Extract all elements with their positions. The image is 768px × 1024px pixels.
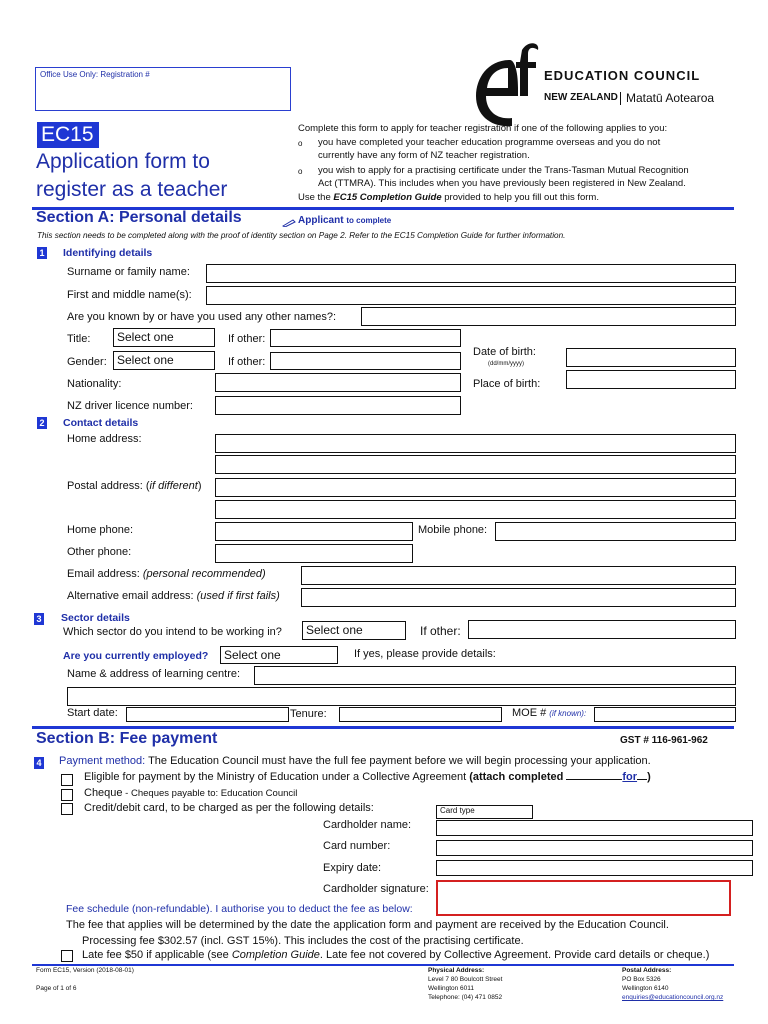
dob-format: (dd/mm/yyyy) xyxy=(488,361,524,367)
gender-other-label: If other: xyxy=(228,356,266,368)
expiry-label: Expiry date: xyxy=(323,862,382,874)
intro-bullet-2b: Act (TTMRA). This includes when you have previously been registered in New Zealand. xyxy=(318,178,686,189)
signature-label: Cardholder signature: xyxy=(323,883,429,895)
home-address-line1[interactable] xyxy=(215,434,736,453)
moe-field[interactable] xyxy=(594,707,736,722)
dob-field[interactable] xyxy=(566,348,736,367)
tenure-label: Tenure: xyxy=(290,708,327,720)
start-date-label: Start date: xyxy=(67,707,118,719)
footer-postal-2: Wellington 6140 xyxy=(622,985,669,992)
email-label: Email address: (personal recommended) xyxy=(67,568,266,580)
identifying-heading: Identifying details xyxy=(63,247,153,259)
guide-name: EC15 Completion Guide xyxy=(333,192,442,203)
form-link[interactable]: for xyxy=(622,771,638,783)
email-field[interactable] xyxy=(301,566,736,585)
alt-email-label: Alternative email address: (used if first fails) xyxy=(67,590,280,602)
home-phone-label: Home phone: xyxy=(67,524,134,536)
step-2-badge: 2 xyxy=(37,417,47,429)
logo-name: EDUCATION COUNCIL xyxy=(544,68,701,83)
title-other-label: If other: xyxy=(228,333,266,345)
gst-number: GST # 116-961-962 xyxy=(620,735,708,746)
form-code-badge xyxy=(37,122,99,148)
home-address-label: Home address: xyxy=(67,433,142,445)
cheque-checkbox[interactable] xyxy=(61,789,73,801)
title-select[interactable]: Select one xyxy=(113,328,215,347)
sector-other-field[interactable] xyxy=(468,620,736,639)
first-name-label: First and middle name(s): xyxy=(67,289,192,301)
late-fee-label: Late fee $50 if applicable (see Completion Guide. Late fee not covered by Collective Agreement. Provide card details or cheque.) xyxy=(82,949,710,961)
learning-centre-line2[interactable] xyxy=(67,687,736,706)
moe-label: MOE # (if known): xyxy=(512,707,587,719)
employed-select[interactable]: Select one xyxy=(220,646,338,664)
sector-select[interactable]: Select one xyxy=(302,621,406,640)
office-use-label: Office Use Only: Registration # xyxy=(40,70,150,79)
fee-schedule: Fee schedule (non-refundable). I authorise you to deduct the fee as below: xyxy=(66,903,413,915)
licence-field[interactable] xyxy=(215,396,461,415)
late-fee-checkbox[interactable] xyxy=(61,950,73,962)
page-title-line2: register as a teacher xyxy=(36,178,228,201)
pob-label: Place of birth: xyxy=(473,378,541,390)
footer-postal-label: Postal Address: xyxy=(622,967,672,974)
office-use-box xyxy=(35,67,291,111)
gender-label: Gender: xyxy=(67,356,107,368)
sector-heading: Sector details xyxy=(61,612,130,624)
cardholder-name-label: Cardholder name: xyxy=(323,819,412,831)
surname-label: Surname or family name: xyxy=(67,266,190,278)
expiry-field[interactable] xyxy=(436,860,753,876)
nationality-field[interactable] xyxy=(215,373,461,392)
gender-select[interactable]: Select one xyxy=(113,351,215,370)
card-number-label: Card number: xyxy=(323,840,391,852)
intro-lead: Complete this form to apply for teacher registration if one of the following applies to you: xyxy=(298,123,668,134)
footer-version: Form EC15, Version (2018-08-01) xyxy=(36,967,134,974)
intro-bullet-2a: you wish to apply for a practising certificate under the Trans-Tasman Mutual Recognition xyxy=(318,165,689,176)
card-checkbox[interactable] xyxy=(61,803,73,815)
footer-phys-2: Wellington 6011 xyxy=(428,985,475,992)
card-type-label: Card type xyxy=(440,806,475,815)
footer-rule xyxy=(32,964,734,966)
page-title-line1: Application form to xyxy=(36,150,210,173)
intro-bullet-1b: currently have any form of NZ teacher registration. xyxy=(318,150,530,161)
pob-field[interactable] xyxy=(566,370,736,389)
payment-method: Payment method: The Education Council must have the full fee payment before we will begin processing your application. xyxy=(59,755,651,767)
home-phone-field[interactable] xyxy=(215,522,413,541)
processing-fee: Processing fee $302.57 (incl. GST 15%). This includes the cost of the practising certificate. xyxy=(82,935,524,947)
step-1-badge: 1 xyxy=(37,247,47,259)
logo-divider xyxy=(620,92,621,105)
section-b-rule xyxy=(32,726,734,729)
gender-other-field[interactable] xyxy=(270,352,461,370)
footer-phys-3: Telephone: (04) 471 0852 xyxy=(428,994,503,1001)
tenure-field[interactable] xyxy=(339,707,502,722)
footer-email-link[interactable]: enquiries@educationcouncil.org.nz xyxy=(622,994,724,1001)
postal-address-line1[interactable] xyxy=(215,478,736,497)
home-address-line2[interactable] xyxy=(215,455,736,474)
logo xyxy=(470,40,730,130)
section-b-title: Section B: Fee payment xyxy=(36,730,218,747)
section-a-note: This section needs to be completed along with the proof of identity section on Page 2. Refer to the EC15 Completion Guide for further information. xyxy=(37,231,566,240)
if-yes-label: If yes, please provide details: xyxy=(354,648,496,660)
applicant-tag: Applicant to complete xyxy=(298,215,392,226)
step-4-badge: 4 xyxy=(34,757,44,769)
start-date-field[interactable] xyxy=(126,707,289,722)
signature-field[interactable] xyxy=(436,880,731,916)
footer-page: Page of 1 of 6 xyxy=(36,985,77,992)
moe-payment-label: Eligible for payment by the Ministry of Education under a Collective Agreement (attach completed for ) xyxy=(84,771,651,783)
title-label: Title: xyxy=(67,333,91,345)
bullet-2-icon: o xyxy=(298,167,303,176)
licence-label: NZ driver licence number: xyxy=(67,400,193,412)
mobile-label: Mobile phone: xyxy=(418,524,488,536)
intro-bullet-1a: you have completed your teacher education programme overseas and you do not xyxy=(318,137,661,148)
alt-email-field[interactable] xyxy=(301,588,736,607)
learning-centre-label: Name & address of learning centre: xyxy=(67,668,241,680)
fee-note: The fee that applies will be determined by the date the application form and payment are received by the Education Council. xyxy=(66,919,669,931)
sector-question: Which sector do you intend to be working in? xyxy=(63,626,282,638)
postal-address-line2[interactable] xyxy=(215,500,736,519)
contact-heading: Contact details xyxy=(63,417,139,429)
section-a-title: Section A: Personal details xyxy=(36,209,242,226)
other-phone-field[interactable] xyxy=(215,544,413,563)
footer-postal-1: PO Box 5326 xyxy=(622,976,661,983)
learning-centre-line1[interactable] xyxy=(254,666,736,685)
other-names-label: Are you known by or have you used any other names?: xyxy=(67,311,337,323)
other-names-field[interactable] xyxy=(361,307,736,326)
logo-country: NEW ZEALAND xyxy=(544,92,618,103)
postal-address-label: Postal address: (if different) xyxy=(67,480,202,492)
footer-phys-label: Physical Address: xyxy=(428,967,485,974)
logo-maori: Matatū Aotearoa xyxy=(626,91,715,105)
bullet-1-icon: o xyxy=(298,139,303,148)
intro-guide: Use the EC15 Completion Guide provided to help you fill out this form. xyxy=(298,192,599,203)
pen-icon xyxy=(282,214,296,223)
card-number-field[interactable] xyxy=(436,840,753,856)
sector-other-label: If other: xyxy=(420,624,461,638)
footer-phys-1: Level 7 80 Boulcott Street xyxy=(428,976,503,983)
mobile-field[interactable] xyxy=(495,522,736,541)
dob-label: Date of birth: xyxy=(473,346,536,358)
ec-logo-icon xyxy=(470,40,542,130)
moe-payment-checkbox[interactable] xyxy=(61,774,73,786)
employed-question: Are you currently employed? xyxy=(63,650,209,662)
cardholder-name-field[interactable] xyxy=(436,820,753,836)
card-type-select[interactable] xyxy=(436,805,533,819)
other-phone-label: Other phone: xyxy=(67,546,132,558)
title-other-field[interactable] xyxy=(270,329,461,347)
nationality-label: Nationality: xyxy=(67,378,122,390)
surname-field[interactable] xyxy=(206,264,736,283)
step-3-badge: 3 xyxy=(34,613,44,625)
form-code: EC15 xyxy=(41,123,94,146)
first-name-field[interactable] xyxy=(206,286,736,305)
card-label: Credit/debit card, to be charged as per the following details: xyxy=(84,802,374,814)
cheque-label: Cheque - Cheques payable to: Education Council xyxy=(84,787,298,799)
